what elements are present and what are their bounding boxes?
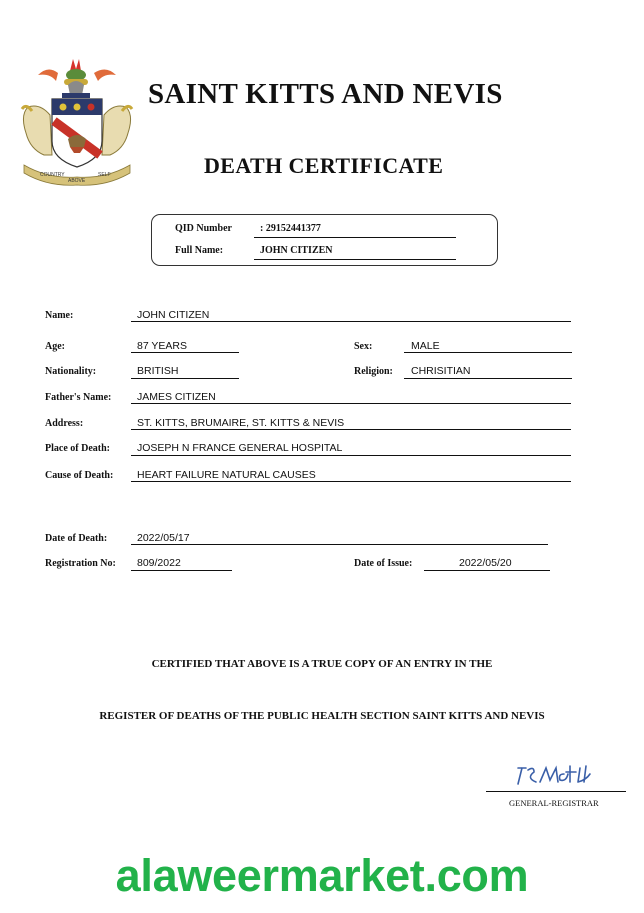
qid-number-value: : 29152441377 (260, 223, 321, 234)
signature-line (486, 791, 626, 792)
certification-line-2: REGISTER OF DEATHS OF THE PUBLIC HEALTH SECTION SAINT KITTS AND NEVIS (99, 710, 545, 722)
qid-fullname-underline (254, 259, 456, 260)
registration-number-underline (131, 570, 232, 571)
qid-fullname-label: Full Name: (175, 245, 224, 256)
date-of-death-value: 2022/05/17 (137, 532, 190, 544)
religion-label: Religion: (354, 366, 393, 377)
document-title: DEATH CERTIFICATE (204, 153, 444, 178)
age-label: Age: (45, 341, 65, 352)
qid-fullname-value: JOHN CITIZEN (260, 245, 333, 256)
registrar-title: GENERAL-REGISTRAR (509, 798, 599, 808)
qid-number-label: QID Number (175, 223, 232, 234)
date-of-issue-label: Date of Issue: (354, 558, 413, 569)
father-name-underline (131, 403, 571, 404)
sex-underline (404, 352, 572, 353)
address-label: Address: (45, 418, 84, 429)
registration-number-value: 809/2022 (137, 557, 181, 569)
address-value: ST. KITTS, BRUMAIRE, ST. KITTS & NEVIS (137, 417, 345, 429)
certification-line-1: CERTIFIED THAT ABOVE IS A TRUE COPY OF AN ENTRY IN THE (151, 658, 493, 670)
coat-of-arms-seal (18, 55, 136, 187)
svg-text:SELF: SELF (98, 172, 111, 178)
date-of-death-underline (131, 544, 548, 545)
registration-number-label: Registration No: (45, 558, 116, 569)
date-of-issue-underline (424, 570, 550, 571)
website-watermark: alaweermarket.com (115, 850, 529, 901)
date-of-death-label: Date of Death: (45, 533, 108, 544)
nationality-label: Nationality: (45, 366, 97, 377)
nationality-underline (131, 378, 239, 379)
date-of-issue-value: 2022/05/20 (459, 557, 512, 569)
name-underline (131, 321, 571, 322)
svg-text:ABOVE: ABOVE (68, 178, 86, 184)
place-of-death-underline (131, 455, 571, 456)
cause-of-death-value: HEART FAILURE NATURAL CAUSES (137, 469, 316, 481)
cause-of-death-underline (131, 481, 571, 482)
place-of-death-value: JOSEPH N FRANCE GENERAL HOSPITAL (137, 442, 343, 454)
cause-of-death-label: Cause of Death: (45, 470, 114, 481)
religion-value: CHRISITIAN (411, 365, 471, 377)
father-name-value: JAMES CITIZEN (137, 391, 216, 403)
nationality-value: BRITISH (137, 365, 179, 377)
father-name-label: Father's Name: (45, 392, 112, 403)
religion-underline (404, 378, 572, 379)
name-value: JOHN CITIZEN (137, 309, 210, 321)
qid-number-underline (254, 237, 456, 238)
registrar-signature (512, 760, 596, 790)
svg-text:COUNTRY: COUNTRY (40, 172, 65, 178)
country-title: SAINT KITTS AND NEVIS (148, 78, 503, 110)
sex-label: Sex: (354, 341, 373, 352)
address-underline (131, 429, 571, 430)
sex-value: MALE (411, 340, 440, 352)
place-of-death-label: Place of Death: (45, 443, 110, 454)
age-underline (131, 352, 239, 353)
name-label: Name: (45, 310, 74, 321)
age-value: 87 YEARS (137, 340, 188, 352)
